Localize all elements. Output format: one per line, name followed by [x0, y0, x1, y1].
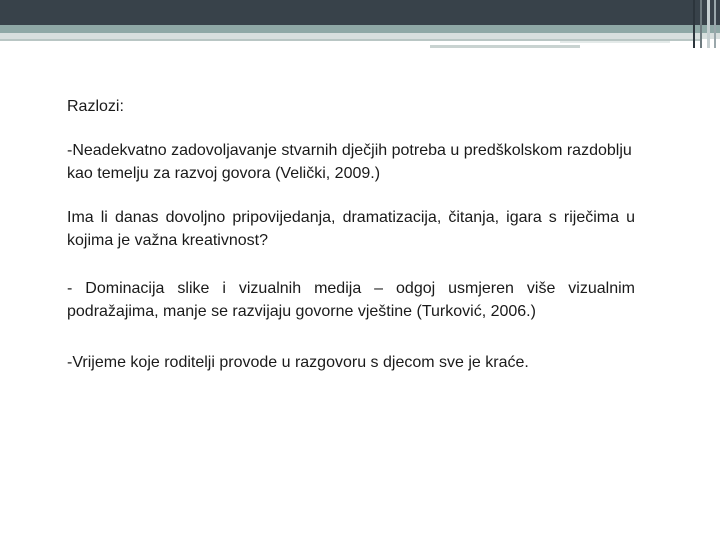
- reason-paragraph: -Neadekvatno zadovoljavanje stvarnih dječjih potreba u predškolskom razdoblju kao temelju za razvoj govora (Velički, 2009.): [67, 142, 632, 182]
- corner-stripe: [714, 0, 716, 48]
- reason-paragraph: - Dominacija slike i vizualnih medija – odgoj usmjeren više vizualnim podražajima, manje se razvijaju govorne vještine (Turković, 2006.): [67, 280, 635, 320]
- slide-heading: Razlozi:: [67, 98, 124, 115]
- header-accent-line: [560, 41, 670, 43]
- corner-stripe: [700, 0, 702, 48]
- slide-body: [67, 95, 635, 395]
- corner-stripe: [693, 0, 695, 48]
- header-accent-bar: [430, 45, 580, 48]
- reason-paragraph: -Vrijeme koje roditelji provode u razgovoru s djecom sve je kraće.: [67, 354, 529, 371]
- header-band-dark: [0, 0, 720, 25]
- question-paragraph: Ima li danas dovoljno pripovijedanja, dramatizacija, čitanja, igara s riječima u kojima je važna kreativnost?: [67, 209, 635, 249]
- corner-stripe: [707, 0, 710, 48]
- header-band-teal: [0, 25, 720, 33]
